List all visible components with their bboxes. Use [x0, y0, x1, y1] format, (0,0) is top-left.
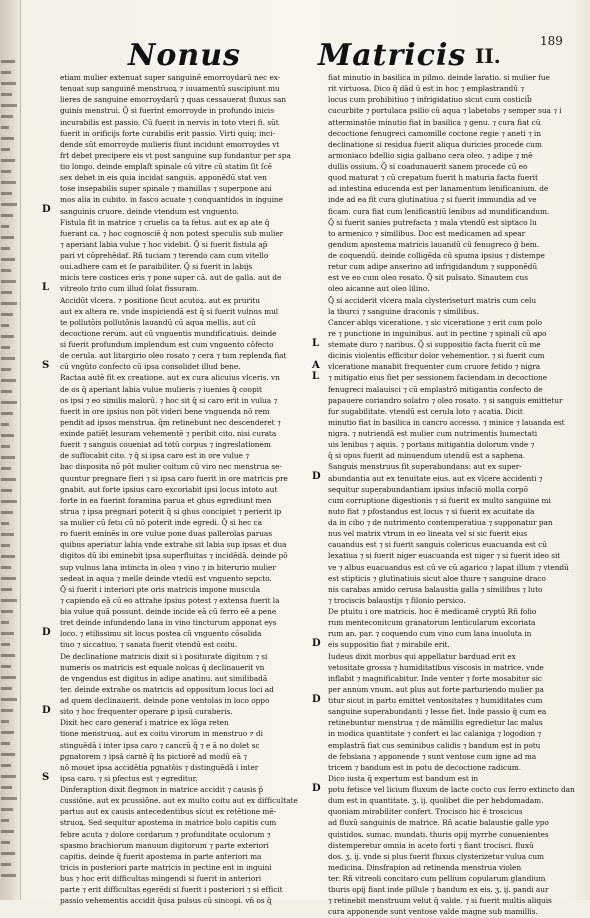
facing-page-fragment — [1, 841, 10, 844]
facing-page-fragment — [1, 830, 14, 833]
facing-page-fragment — [1, 764, 11, 767]
facing-page-fragment — [1, 313, 13, 316]
running-header-right: Matricis — [318, 38, 467, 73]
margin-mark-right: D — [312, 782, 321, 794]
left-column-line: ⁊ capiendo eā cū eo attrahe ipsius potest ⁊ extensa fuerit la — [60, 595, 280, 605]
right-column-line: medicina. Dinsfrapion ad retinenda menstrua violen — [328, 862, 522, 872]
facing-page-fragment — [1, 874, 16, 877]
right-column-line: decoctione fenugreci camomille coctone regie ⁊ aneti ⁊ in — [328, 128, 541, 138]
right-column-line: de febsiana ⁊ apponende ⁊ sunt ventose cum igne ad ma — [328, 751, 537, 761]
left-column-line: sex debet in eis quia incidat sanguis. apponēdū stat ven — [60, 173, 267, 183]
facing-page-fragment — [1, 610, 13, 613]
left-column-line: struoꝝ. Sed sequitur apostema in matrice bolo capitis cum — [60, 818, 277, 828]
left-column-line: micis tere costices eris ⁊ pone super cā. aut de galla. aut de — [60, 273, 282, 283]
left-column-line: dende sūt emorroyde mulieris fiunt incidunt emorroydes vt — [60, 139, 280, 149]
margin-mark-left: D — [42, 704, 51, 716]
facing-page-fragment — [1, 731, 14, 734]
left-column-line: quuntur pregnare fieri ⁊ si ipsa caro fuerit in ore matricis pre — [60, 473, 288, 483]
right-column-line: eis suppositio fiat ⁊ mirabile erit. — [328, 640, 450, 650]
right-column-line: lexatiua ⁊ si fuerit niger euacuanda est niger ⁊ si fuerit ideo sit — [328, 551, 561, 561]
facing-page-fragment — [1, 456, 15, 459]
left-column-line: numeris os matricis est equale nolcas q̄ declinauerit vn — [60, 662, 265, 672]
left-column-line: loco. ⁊ etilissimu sit locus postea cū vnguento cōsolida — [60, 629, 262, 639]
right-column-line: uis lenibus ⁊ aquis. ⁊ portans mitigantia dolorum vnde ⁊ — [328, 440, 535, 450]
left-column-line: ipsa caro. ⁊ si pfectus est ⁊ egreditur. — [60, 773, 198, 783]
left-column-line: de os q̄ aperiant labia vulue mulieris ⁊ iuenies q̄ coopit — [60, 384, 262, 394]
left-column-line: etiam mulier extenuat super sanguinē emorroydarū nec ex- — [60, 73, 281, 82]
facing-page-fragment — [1, 82, 16, 85]
right-column-line: inflabit ⁊ magnificabitur. Inde venter ⁊ forte mosabitur sic — [328, 673, 542, 683]
left-column-line: oui.adhere cam et ſe paraibiliter. Q̄ si fuerit in labijs — [60, 262, 253, 272]
left-column-line: sanguinis cruore. deinde vtendum est vnguento. — [60, 206, 239, 216]
left-column-line: incurabilis est passio. Cū fuerit in nervis in toto vteri fi. sūt — [60, 117, 279, 127]
facing-page-fragment — [1, 742, 10, 745]
left-column-line: fuerit in ore ipsius non pōt videri bene vnguenda nō rem — [60, 406, 270, 416]
right-column-line: quod maturat ⁊ cū crepatum fuerit h maturia facta fuerit — [328, 173, 538, 183]
left-column-line: capitis. deinde q̄ fuerit apostema in parte anteriori ma — [60, 851, 262, 861]
facing-page-fragment — [1, 819, 9, 822]
right-column-line: fenugreci malauisci ⁊ cū emplastrō mitigantia confecto de — [328, 384, 543, 394]
facing-page-fragment — [1, 511, 13, 514]
left-column-line: Ractaa autē fit ex creatione. aut ex cura alicuius vlceris. vn — [60, 373, 280, 383]
right-column-line: ⁊ mitigatio eius fiet per sessionem faciendam in decoctione — [328, 373, 548, 383]
margin-mark-left: L — [42, 282, 50, 294]
facing-page-fragment — [1, 115, 13, 118]
facing-page-fragment — [1, 544, 10, 547]
facing-page-fragment — [1, 104, 17, 107]
facing-page-fragment — [1, 368, 11, 371]
right-column-line: dicinis violentis efficitur dolor vehementior. ⁊ si fuerit cum — [328, 351, 545, 361]
left-column-line: tricis in posteriori parte matricis in pectine ent in inguini — [60, 862, 272, 872]
left-column-line: tiuo ⁊ siccatiuo. ⁊ sanata fuerit vtendū est coitu. — [60, 640, 238, 650]
left-column-line: tenuat sup sanguinē menstruoꝝ ⁊ iuuamentū suscipiunt mu — [60, 84, 280, 94]
facing-page-fragment — [1, 808, 13, 811]
left-column-line: sedeat in aqua ⁊ melle deinde vtedū est vnguento sepcto. — [60, 573, 272, 583]
right-column-line: nigra. ⁊ nutriendā est mulier cum nutrimentis humectati — [328, 429, 538, 438]
right-column-line: papauere coriandro solatro ⁊ oleo rosato. ⁊ si sanguis emittetur — [328, 395, 563, 405]
running-header-left: Nonus — [128, 38, 241, 73]
margin-mark-right: D — [312, 471, 321, 483]
right-column-line: tricem ⁊ bandum est in potu de decoctione radicum. — [328, 762, 522, 772]
right-column-line: est ve eo cum oleo rosato. Q̄ sit pulsato. Sinautem cus — [328, 273, 528, 283]
text-column-left — [60, 72, 298, 906]
right-column-line: re ⁊ punctione in inguinibus. aut in pectine ⁊ spinali cū apo — [328, 328, 547, 338]
right-column-line: nus vel matrix vtrum in eo lineata vel si sic fuerit eius — [328, 529, 528, 539]
right-column-line: fur sugabilitate. vtendū est cerula loto ⁊ acatia. Dicit — [328, 406, 523, 416]
right-column-line: Q̄ si acciderit vlcera mala clysteriseturt matris cum celu — [328, 295, 537, 305]
right-column-line: dullis ossium. Q̄ si coadunauerit sanem procede cū eo — [328, 162, 528, 171]
left-column-line: de suffocabit cito. ⁊ q̄ si ipsa caro est in ore vulue ⁊ — [60, 451, 249, 461]
left-column-line: Dixit hec caro generaf i matrice ex lōga reten — [60, 718, 229, 728]
facing-page-fragment — [1, 643, 10, 646]
left-column-line: Q̄ si fuerit i interiori pte oris matricis impone muscula — [60, 584, 261, 594]
right-column-line: nuto fiat ⁊ pfostandus est locus ⁊ si fuerit ex acuitate da — [328, 506, 535, 516]
right-column-line: armoniaco bdellio sigia galbano cera oleo. ⁊ adipe ⁊ mē — [328, 150, 533, 160]
facing-page-fragment — [1, 863, 11, 866]
right-column-line: minutio fiat in basilica in cancro accesso. ⁊ minice ⁊ lauanda est — [328, 417, 565, 427]
left-column-line: ad quem declinauerit. deinde pone ventolas in loco oppo — [60, 696, 270, 705]
facing-page-fragment — [1, 753, 15, 756]
facing-page-fragment — [1, 786, 12, 789]
margin-mark-left: S — [42, 360, 50, 372]
left-column-line: febre acuta ⁊ dolore cordarum ⁊ profunditate oculorum ⁊ — [60, 829, 271, 839]
facing-page-fragment — [1, 555, 15, 558]
left-column-line: passio vehementis accidit q̄usa pulsus cū sincopi. vn̄ os q̄ — [60, 896, 272, 906]
right-column-line: la tburci ⁊ sanguine draconis ⁊ similibus. — [328, 306, 479, 316]
right-column-line: stemate duro ⁊ naribus. Q̄ si suppositio facta fuerit cū me — [328, 340, 541, 349]
left-column-line: ⁊ aperiant labia vulue ⁊ hoc videbit. Q̄ si fuerit fistula ap̄ — [60, 239, 268, 249]
left-column-line: cussiōne. aut ex pcussiōne. aut ex multo coitu aut ex difficultate — [60, 796, 298, 806]
left-column-line: bia vulue quā possunt. deinde incide eā cū ferro eē a pene — [60, 607, 277, 616]
right-column-line: dum est in quantitate. ʒ. ij. quolibet die per hebdomadam. — [328, 796, 544, 806]
right-column-line: sequitur superabundantiam ipsius infaciō molla corpō — [328, 484, 528, 494]
margin-mark-right: A — [312, 360, 320, 372]
margin-mark-left: D — [42, 627, 51, 638]
right-column-line: cum corruptione digestionis ⁊ si fuerit ex multo sanguine mi — [328, 495, 551, 505]
right-column-line: est stipticis ⁊ glutinatiuis sicut aloe thure ⁊ sanguine draco — [328, 573, 546, 583]
facing-page-fragment — [1, 577, 16, 580]
facing-page-fragment — [1, 258, 15, 261]
right-column-line: cura apponende sunt ventose valde magne sub mamillis. — [328, 907, 538, 917]
facing-page-fragment — [1, 357, 15, 360]
left-column-line: fuerant ca. ⁊ hoc cognosciē q̄ non potest speculis sub mulier — [60, 228, 284, 238]
left-column-line: bus ⁊ hoc erit difficultas mingendi si fuerit in anteriori — [60, 874, 262, 883]
facing-page-fragment — [1, 632, 14, 635]
left-column-line: strua ⁊ ipsa pregnari poterit q̄ si ghus concipiet ⁊ perierit ip — [60, 506, 282, 516]
right-column-line: oleo aicanne aut oleo lilino. — [328, 284, 430, 294]
right-column-line: abundantia aut ex tenuitate eius. aut ex vlcere accidenti ⁊ — [328, 473, 543, 483]
right-column-line: gendum apostema matricis lauandū cū fenugreco ḡ bem. — [328, 239, 540, 249]
left-column-line: ꝑgnatorem ⁊ ipsā carnē q̄ hs pictiorē ad modū eā ⁊ — [60, 751, 247, 761]
facing-page-fragment — [1, 236, 14, 239]
binding-gutter — [0, 0, 21, 900]
facing-page-fragment — [1, 214, 13, 217]
right-column-line: titur sicut in partu emittet ventositates ⁊ humiditates cum — [328, 696, 543, 705]
right-column-line: Sanguis menstruus fit superabundans: aut ex super- — [328, 462, 522, 472]
facing-page-fragment — [1, 71, 11, 74]
left-column-line: De declinatione matricis dixit si i positurate digitum ⁊ si — [60, 651, 268, 661]
left-column-line: nō mouet ipsa accidētia pgnatōis ⁊ distinguēdā i inter — [60, 762, 259, 772]
right-column-line: Q̄ si fuerit sanies putrefacta ⁊ mala vtendū est siptaco lu — [328, 217, 537, 227]
facing-page-fragment — [1, 654, 15, 657]
right-column-line: inde ad ea fit cura glutinatiua ⁊ si fuerit immundia ad ve — [328, 195, 537, 205]
facing-page-fragment — [1, 852, 15, 855]
facing-page-fragment — [1, 390, 12, 393]
facing-page-fragment — [1, 599, 17, 602]
right-column-line: rit virtuosa. Dico q̄ dād ū est in hoc ⁊ emplastrandū ⁊ — [328, 84, 524, 94]
right-column-line: de coquendū. deinde colligēda cū spuma ipsius ⁊ distempe — [328, 251, 545, 260]
margin-mark-right: D — [312, 638, 321, 650]
facing-page-fragment — [1, 126, 9, 129]
left-column-line: cū vngūto confecto cū ipsa consolidet illud bene. — [60, 362, 241, 372]
facing-page-fragment — [1, 269, 11, 272]
right-column-line: tburis opij fiant inde pillule ⁊ bandum ex eis. ʒ. ij. pandi aur — [328, 885, 549, 895]
right-column-line: distemperetur omnia in aceto forti ⁊ fiant trocisci. fluxū — [328, 840, 534, 850]
right-column-line: quoniam mirabiliter confert. Trocisco hic ē troscicus — [328, 807, 523, 817]
left-column-line: fuerit ⁊ sanguis coueniat ad totū corpus ⁊ ingreslationem — [60, 440, 271, 450]
right-column-line: q̄ si opus fuerit ad minuendum utendū est a saphena. — [328, 451, 526, 461]
right-column-line: locus cum prohibitiuo ⁊ infrigidatiuo sicut cum costicib̄ — [328, 95, 532, 105]
right-column-line: De ptuitu i ore matricis. hoc ē medicamē cryptū Rñ folio — [328, 607, 537, 616]
right-column-line: da in cibo ⁊ de nutrimento contemperatiua ⁊ supponatur pan — [328, 518, 553, 527]
facing-page-fragment — [1, 412, 13, 415]
right-column-line: atterminatōe minutio fiat in basilica ⁊ genu. ⁊ cura fiat cū — [328, 117, 541, 127]
facing-page-fragment — [1, 192, 12, 195]
facing-page-fragment — [1, 324, 9, 327]
left-column-line: lieres de sanguine emorroydarū ⁊ quas cessauerat fluxus san — [60, 95, 287, 105]
left-column-line: vitreolo trito cum illud ſolat fissuram. — [60, 284, 199, 294]
text-column-right — [328, 72, 575, 917]
left-column-line: spasmo brachiorum manuum digitorum ⁊ parte exteriori — [60, 840, 269, 850]
facing-page-fragment — [1, 434, 14, 437]
facing-page-fragment — [1, 137, 14, 140]
right-column-line: Cancer ablqs viceratione. ⁊ sic viceratione ⁊ erit cum polo — [328, 317, 543, 327]
margin-mark-left: D — [42, 204, 51, 216]
right-column-line: declinatione si residua fuerit aliqua duricies procede cum — [328, 139, 542, 149]
margin-mark-right: L — [312, 337, 320, 349]
facing-page-fragment — [1, 698, 17, 701]
left-column-line: te pollutōis pollutōnis lauandū cū aqua mellis. aut cū — [60, 317, 256, 327]
left-column-line: quibus aperiatur labia vnde extrahe sit labia sup ipsas et dua — [60, 540, 287, 550]
left-column-line: digitos dū ibi eminebit ipsa superfluitas ⁊ incidēdā. deinde pō — [60, 551, 288, 561]
left-column-line: bac disposita nō pōt mulier coitum cū viro nec menstrua se- — [60, 462, 282, 472]
left-column-line: tose insepabilis super spinale ⁊ mamillas ⁊ superpone ani — [60, 184, 272, 194]
facing-page-fragment — [1, 533, 14, 536]
facing-page-fragment — [1, 687, 12, 690]
facing-page-fragment — [1, 247, 10, 250]
facing-page-fragment — [1, 709, 13, 712]
facing-page-fragment — [1, 522, 9, 525]
facing-page-fragment — [1, 478, 16, 481]
facing-page-fragment — [1, 676, 16, 679]
left-column-line: gnabit. aut forte ipsius caro excoriabit ipsi locus intoto aut — [60, 484, 278, 494]
left-column-line: si fuerit profundum implendum est cum vnguento cōfecto — [60, 340, 274, 349]
left-column-line: de vngendus est digitus in adipe anatinu. aut similibadā — [60, 673, 268, 683]
left-column-line: tione menstruoꝝ. aut ex coitu virorum in menstruo ⁊ di — [60, 729, 263, 739]
left-column-line: guinis menstrui. Q̄ si fuerint emorroyde in profundo inicis — [60, 106, 274, 116]
left-column-line: de cerula. aut litargirio oleo rosato ⁊ cera ⁊ tum replenda fiat — [60, 351, 287, 361]
margin-mark-right: D — [312, 693, 321, 705]
left-column-line: ro fuerit eminēs in ore vulue pone duas pallerolas paruas — [60, 529, 273, 539]
right-column-line: retinebuntur menstrua ⁊ de māmillis egredietur lac malus — [328, 718, 543, 728]
facing-page-fragment — [1, 423, 9, 426]
left-column-line: exinde patiēt lesuram vehementē ⁊ peribit cito. nisi curata — [60, 429, 277, 438]
facing-page-fragment — [1, 159, 15, 162]
facing-page-fragment — [1, 280, 16, 283]
facing-page-fragment — [1, 500, 17, 503]
right-column-line: quistidos. sumac. mundati. thuris opij myrrhe conuenientes — [328, 829, 549, 839]
right-column-line: Iudeus dixit morbus qui appellatur barduad erit ex — [328, 651, 516, 661]
right-column-line: vetositate grossa ⁊ humiditatibus viscosis in matrice. vnde — [328, 662, 544, 672]
facing-page-fragment — [1, 775, 16, 778]
right-column-line: cauandus est ⁊ si fuerit sanguis colericus euacuanda est cū — [328, 540, 547, 550]
left-column-line: stinguēdā i inter ipsa caro ⁊ cancrū q̄ ⁊ e ā no dolet sc — [60, 740, 260, 750]
facing-page-fragment — [1, 467, 11, 470]
right-column-line: ficam. cura fiat cum lenificantiū lenibus ad mundificandum. — [328, 206, 550, 216]
facing-page-fragment — [1, 170, 11, 173]
left-column-line: parte ⁊ erit difficultas egerēdi si fuerit i posteriori ⁊ si efficit — [60, 885, 283, 895]
right-column-line: sanguine superabundanti ⁊ lesse fiet. Inde passio q̄ cum ea — [328, 707, 547, 717]
left-column-line: sito ⁊ hoc frequenter operare ꝑ ipsū curaberis. — [60, 707, 233, 717]
right-column-line: rum menteconitcum granatorum lenticularum excoriata — [328, 618, 536, 628]
left-column-line: sa mulier cū fetu cū nō poterit inde egredi. Q̄ si hec ca — [60, 518, 262, 527]
right-column-line: ter. Rñ vitreoli concitaro cum pellium copularum glandium — [328, 874, 546, 883]
book-number: II. — [475, 44, 501, 68]
right-column-line: nis carabas amido cerusa balaustia galla ⁊ similibus ⁊ luto — [328, 584, 543, 594]
right-column-line: ad intestina educenda est per lanamentum lenificanium. de — [328, 184, 549, 194]
facing-page-fragment — [1, 445, 10, 448]
left-column-line: aut ex altera re. vnde inspiciendā est q̄ si fuerit vulnus mul — [60, 306, 279, 316]
facing-page-fragment — [1, 588, 12, 591]
left-column-line: tio longo. deinde emplaſt spinale cū vitre cū statim ſit ſcē — [60, 162, 273, 171]
facing-page-fragment — [1, 203, 17, 206]
left-column-line: fuerit in orificijs forte curabilis erit passio. Virti quiq; inci- — [60, 128, 275, 138]
right-column-line: per annum vnum. aut plus aut forte parturiendo mulier pa — [328, 684, 544, 694]
facing-page-fragment — [1, 720, 9, 723]
right-column-line: fiat minutio in basilica in pilmo. deinde laratio. si mulier fue — [328, 73, 550, 82]
right-column-line: vlceratione manabit frequenter cum cruore fetido ⁊ nigra — [328, 362, 541, 372]
facing-page-fragment — [1, 665, 11, 668]
left-column-line: sup vulnus lana intincta in oleo ⁊ vino ⁊ in biterurio mulier — [60, 562, 276, 572]
facing-page-fragment — [1, 621, 9, 624]
right-column-line: potu fetisce vel licium fluxum de lacte cocto cus ferro extincto dan — [328, 785, 575, 794]
facing-page-fragment — [1, 93, 12, 96]
right-column-line: to armenico ⁊ similibus. Doc est medicamen ad spear — [328, 228, 526, 238]
facing-page-fragment — [1, 379, 16, 382]
right-column-line: retur cum adipe anserino ad infrigidandum ⁊ supponēdū — [328, 262, 538, 272]
left-column-line: Fistula fit in matrice ⁊ cruelis ca ta fetus. aut ex ap ate q̄ — [60, 217, 270, 227]
margin-mark-right: L — [312, 371, 320, 383]
right-column-line: ad fluxū sanguinis de matrice. Rñ acatie balaustie galle ypo — [328, 818, 549, 828]
right-column-line: dos. ʒ. ij. vnde si plus fuerit fluxus clysterizetur vulua cum — [328, 851, 545, 861]
left-column-line: ter. deinde extrahe os matricis ad oppositum locus loci ad — [60, 684, 274, 694]
left-column-line: partus aut ex causis antecedentibus sicut ex retētione mē- — [60, 807, 277, 817]
right-column-line: ve ⁊ albus euacuandus est cū ve cū agarico ⁊ lapat illum ⁊ vtendū — [328, 562, 569, 572]
right-column-line: emplastrā fiat cus seminibus calidis ⁊ bandum est in potu — [328, 740, 541, 750]
left-column-line: forte in ea fuerint foramina parua et ghus egrediunt men — [60, 495, 272, 505]
facing-page-fragment — [1, 401, 17, 404]
left-column-line: mos alia in cubito. in fasco acuate ⁊ conquantidos in inguine — [60, 195, 283, 205]
right-column-line: cucurbite ⁊ portulaca psilio cū aqua ⁊ labetobs ⁊ semper sua ⁊ i — [328, 106, 562, 116]
right-column-line: rum an. par. ⁊ coquendo cum vino cum lana inuoluta in — [328, 629, 532, 639]
facing-page-fragment — [1, 302, 17, 305]
facing-page-fragment — [1, 489, 12, 492]
left-column-line: decoctione rerum. aut cū vnguentis mundificatiuis. deinde — [60, 328, 277, 338]
right-column-line: ⁊ trociscis balaustijs ⁊ filonio persico. — [328, 595, 466, 605]
right-column-line: Dico iusta q̄ expertum est bandum est in — [328, 773, 479, 783]
facing-page-fragment — [1, 225, 9, 228]
facing-page-fragment — [1, 346, 10, 349]
facing-page-fragment — [1, 335, 14, 338]
facing-page-fragment — [1, 566, 11, 569]
right-column-line: ⁊ retinebit menstruum velut q̄ valde. ⁊ si fuerit multis aliquis — [328, 896, 552, 906]
left-column-line: Dinferaption dixit flegmon in matrice accidit ⁊ causis p̄ — [60, 785, 264, 794]
facing-page-fragment — [1, 291, 12, 294]
right-column-line: in modica quantitate ⁊ confert ei lac calaniga ⁊ logodion ⁊ — [328, 729, 541, 739]
left-column-line: pendit ad ipsos menstrua. q̄m retinebunt nec descenderet ⁊ — [60, 417, 281, 427]
facing-page-fragment — [1, 60, 15, 63]
folio-number: 189 — [540, 34, 563, 48]
left-column-line: frt debet precipere eis vt post sanguine sup fundantur per spa — [60, 150, 291, 160]
facing-page-fragment — [1, 148, 10, 151]
facing-page-fragment — [1, 797, 17, 800]
left-column-line: os ipsi ⁊ eo similis malorū. ⁊ hoc sit q̄ si caro erit in vulua ⁊ — [60, 395, 278, 405]
left-column-line: Accidūt vlcera. ⁊ positione ſicut acutoꝝ. aut ex pruritu — [60, 295, 260, 305]
left-column-line: tret deinde infundendo lana in vino tincturum apponat eys — [60, 618, 277, 628]
margin-mark-left: S — [42, 771, 50, 783]
facing-page-fragment — [1, 181, 16, 184]
left-column-line: pari vt cōprehēdaf. Rñ tuciam ⁊ terendo cam cum vitello — [60, 251, 269, 260]
